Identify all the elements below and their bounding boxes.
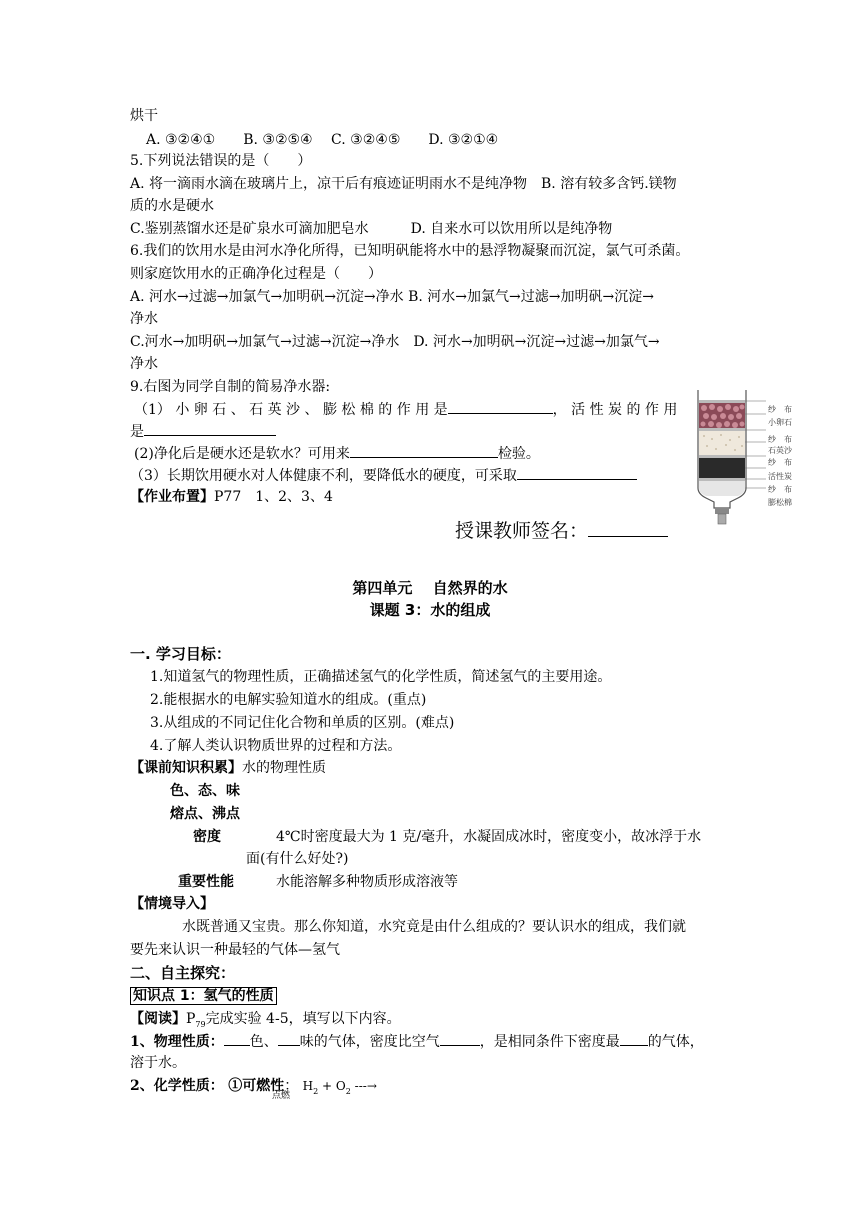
prev-question-options: A. ③②④① B. ③②⑤④ C. ③②④⑤ D. ③②①④ (146, 132, 499, 148)
objective-item-4: 4.了解人类认识物质世界的过程和方法。 (150, 738, 402, 754)
q6-option-a-b: A. 河水→过滤→加氯气→加明矾→沉淀→净水 B. 河水→加氯气→过滤→加明矾→沉淀→ (130, 289, 654, 305)
homework-tag: 【作业布置】 (130, 489, 214, 505)
homework-line (130, 487, 333, 507)
water-filter-illustration (686, 390, 836, 530)
unit-title: 第四单元 自然界的水 (352, 579, 508, 597)
signature-blank[interactable] (588, 518, 668, 537)
q9-part1-text-a: （1） 小 卵 石 、 石 英 沙 、 膨 松 棉 的 作 用 是 (134, 402, 448, 418)
equation-condition: 点燃 (272, 1091, 291, 1101)
q5-stem: 5.下列说法错误的是（ ） (130, 153, 312, 169)
q9-part1-line2 (130, 421, 276, 442)
diagram-label-cotton: 膨松棉 (768, 498, 792, 507)
reading-tag: 【阅读】 (130, 1011, 186, 1027)
q6-stem-line1: 6.我们的饮用水是由河水净化所得，已知明矾能将水中的悬浮物凝聚而沉淀，氯气可杀菌。 (130, 243, 690, 259)
q9-part1-line1 (134, 399, 677, 420)
diagram-label-gauze-2: 纱 布 (768, 435, 792, 444)
flammability-colon: ： (284, 1078, 299, 1094)
q6-stem-line2: 则家庭饮用水的正确净化过程是（ ） (130, 266, 382, 282)
equation-h2-sub: 2 (313, 1086, 319, 1096)
q9-part3-text: （3）长期饮用硬水对人体健康不利，要降低水的硬度，可采取 (130, 468, 517, 484)
prop-density-text-1: 4℃时密度最大为 1 克/毫升，水凝固成冰时，密度变小，故冰浮于水 (276, 829, 702, 845)
water-filter-diagram (686, 390, 836, 530)
objective-item-3: 3.从组成的不同记住化合物和单质的区别。(难点) (150, 715, 455, 731)
chemical-properties-line (130, 1076, 377, 1102)
blank-color[interactable] (224, 1031, 250, 1046)
knowledge-point-box: 知识点 1：氢气的性质 (130, 987, 277, 1005)
objective-item-2: 2.能根据水的电解实验知道水的组成。(重点) (150, 692, 427, 708)
objective-item-1: 1.知道氢气的物理性质，正确描述氢气的化学性质，简述氢气的主要用途。 (150, 669, 612, 685)
prop-color: 色、态、味 (170, 783, 240, 799)
equation-o2: + O (318, 1079, 346, 1093)
prior-knowledge-line (130, 758, 326, 778)
q6-option-d-tail: 净水 (130, 356, 158, 372)
diagram-label-gauze-3: 纱 布 (768, 458, 792, 467)
signature-label: 授课教师签名： (455, 520, 589, 542)
flammability-label: ①可燃性 (228, 1078, 285, 1094)
prop-density-text-2: 面(有什么好处?) (246, 851, 349, 867)
phys-text-b: 味的气体，密度比空气 (299, 1034, 440, 1050)
phys-text-e: 溶于水。 (130, 1055, 186, 1071)
prev-question-tail: 烘干 (130, 108, 158, 124)
equation-h2: H (302, 1079, 314, 1093)
q6-option-c-d: C.河水→加明矾→加氯气→过滤→沉淀→净水 D. 河水→加明矾→沉淀→过滤→加氯气→ (130, 334, 660, 350)
q9-part1-text-c: 是 (130, 424, 144, 440)
diagram-label-gauze-4: 纱 布 (768, 485, 792, 494)
reading-text: 完成实验 4-5，填写以下内容。 (205, 1011, 401, 1027)
prop-important-text: 水能溶解多种物质形成溶液等 (276, 874, 458, 890)
q5-option-a-b: A. 将一滴雨水滴在玻璃片上，凉干后有痕迹证明雨水不是纯净物 B. 溶有较多含钙.镁物 (130, 176, 677, 192)
q6-option-b-tail: 净水 (130, 311, 158, 327)
blank-density-superlative[interactable] (620, 1031, 648, 1046)
diagram-label-activated-carbon: 活性炭 (768, 472, 792, 481)
intro-line-1: 水既普通又宝贵。那么你知道，水究竟是由什么组成的？要认识水的组成，我们就 (182, 919, 686, 935)
q9-part1-text-b: ， 活 性 炭 的 作 用 (552, 402, 678, 418)
prop-important-label: 重要性能 (178, 874, 234, 890)
q9-stem: 9.右图为同学自制的简易净水器: (130, 379, 331, 395)
knowledge-point-1 (130, 986, 277, 1006)
diagram-label-quartz-sand: 石英沙 (768, 446, 792, 455)
prop-melting: 熔点、沸点 (170, 806, 240, 822)
q9-part3 (130, 465, 637, 486)
lesson-title: 课题 3：水的组成 (369, 601, 491, 619)
prop-density-label: 密度 (193, 829, 221, 845)
blank-density-compare[interactable] (440, 1031, 480, 1046)
equation-arrow: ---→ (350, 1079, 377, 1093)
diagram-label-gauze-1: 纱 布 (768, 405, 792, 414)
teacher-signature (455, 518, 668, 544)
intro-tag: 【情境导入】 (130, 896, 214, 912)
q9-part2-text-a: (2)净化后是硬水还是软水？可用来 (134, 446, 350, 462)
explore-heading: 二、自主探究： (130, 964, 236, 982)
q9-part2 (134, 443, 540, 464)
prior-knowledge-tag: 【课前知识积累】 (130, 760, 242, 776)
reading-page-number: 79 (195, 1019, 206, 1029)
prior-knowledge-text: 水的物理性质 (242, 760, 326, 776)
q9-blank-3[interactable] (350, 443, 498, 458)
q9-part2-text-b: 检验。 (497, 446, 540, 462)
intro-line-2: 要先来认识一种最轻的气体—氢气 (130, 942, 340, 958)
reading-page: P (186, 1011, 196, 1027)
chemical-properties-label: 2、化学性质： (130, 1078, 224, 1094)
equation-o2-sub: 2 (345, 1086, 351, 1096)
homework-text: P77 1、2、3、4 (214, 489, 333, 505)
q9-blank-1[interactable] (448, 399, 553, 414)
diagram-label-pebbles: 小卵石 (768, 418, 792, 427)
blank-smell[interactable] (278, 1031, 300, 1046)
physical-properties-line (130, 1031, 704, 1052)
phys-text-c: ，是相同条件下密度最 (479, 1034, 620, 1050)
phys-text-a: 色、 (249, 1034, 278, 1050)
q5-option-b-tail: 质的水是硬水 (130, 198, 214, 214)
q9-blank-2[interactable] (144, 421, 276, 436)
physical-properties-label: 1、物理性质： (130, 1034, 224, 1050)
q9-blank-4[interactable] (517, 465, 637, 480)
objectives-heading: 一. 学习目标： (130, 645, 231, 663)
q5-option-c-d: C.鉴别蒸馏水还是矿泉水可滴加肥皂水 D. 自来水可以饮用所以是纯净物 (130, 221, 613, 237)
phys-text-d: 的气体， (647, 1034, 704, 1050)
